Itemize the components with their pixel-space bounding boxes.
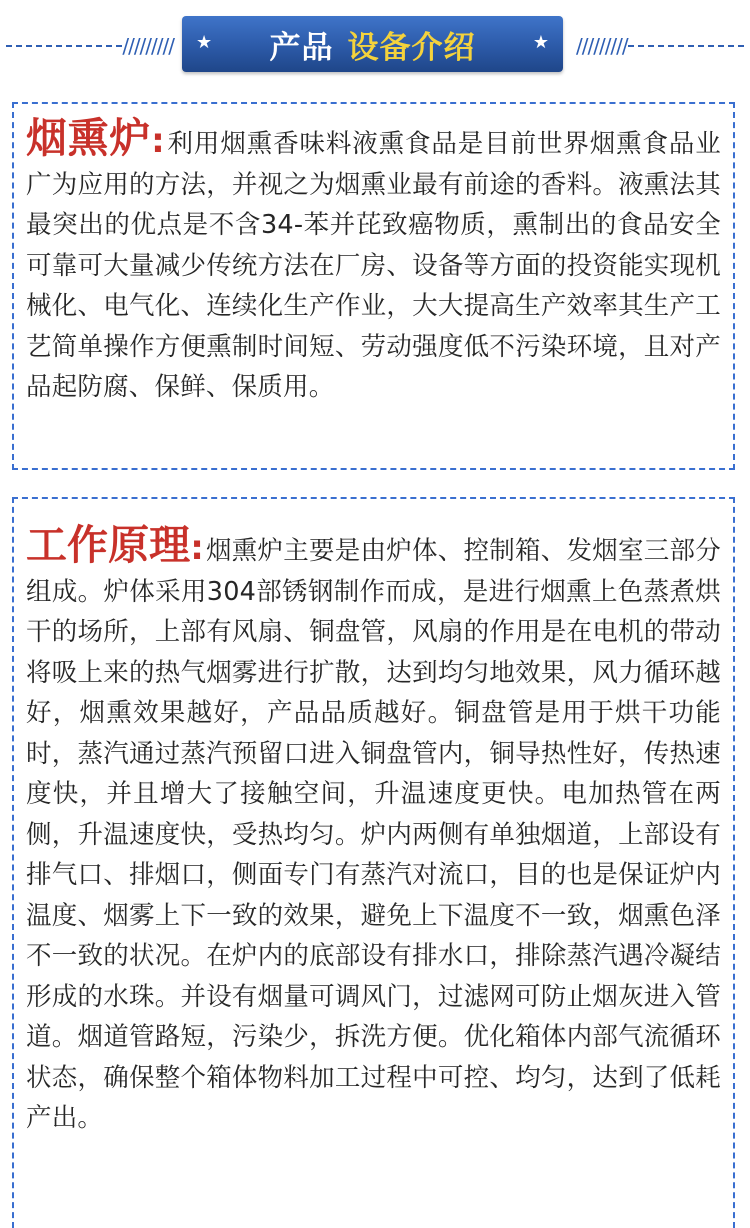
- section-heading: 工作原理: [26, 521, 191, 569]
- slashes-decoration: /////////: [122, 34, 174, 58]
- title-part-yellow: 设备介绍: [347, 29, 476, 66]
- principle-box: [12, 497, 735, 1228]
- header-decoration-left: [6, 34, 174, 58]
- section-header: [0, 0, 750, 90]
- section-body: 烟熏炉主要是由炉体、控制箱、发烟室三部分组成。炉体采用304部锈钢制作而成，是进行烟熏上色蒸煮烘干的场所，上部有风扇、铜盘管，风扇的作用是在电机的带动将吸上来的热气烟雾进行扩散，达到均匀地效果，风力循环越好，烟熏效果越好，产品品质越好。铜盘管是用于烘干功能时，蒸汽通过蒸汽预留口进入铜盘管内，铜导热性好，传热速度快，并且增大了接触空间，升温速度更快。电加热管在两侧，升温速度快，受热均匀。炉内两侧有单独烟道，上部设有排气口、排烟口，侧面专门有蒸汽对流口，目的也是保证炉内温度、烟雾上下一致的效果，避免上下温度不一致，烟熏色泽不一致的状况。在炉内的底部设有排水口，排除蒸汽遇冷凝结形成的水珠。并设有烟量可调风门，过滤网可防止烟灰进入管道。烟道管路短，污染少，拆洗方便。优化箱体内部气流循环状态，确保整个箱体物料加工过程中可控、均匀，达到了低耗产出。: [26, 536, 721, 1133]
- dashed-line-icon: [6, 45, 122, 47]
- principle-paragraph: [26, 521, 721, 1139]
- title-part-white: 产品: [269, 29, 334, 66]
- heading-colon: :: [190, 528, 204, 568]
- intro-box: [12, 102, 735, 470]
- section-heading: 烟熏炉: [26, 114, 152, 162]
- dashed-line-icon: [628, 45, 744, 47]
- title-banner: [182, 16, 563, 72]
- slashes-decoration: /////////: [576, 34, 628, 58]
- section-body: 利用烟熏香味料液熏食品是目前世界烟熏食品业广为应用的方法，并视之为烟熏业最有前途的香料。液熏法其最突出的优点是不含34-苯并芘致癌物质，熏制出的食品安全可靠可大量减少传统方法在厂房、设备等方面的投资能实现机械化、电气化、连续化生产作业，大大提高生产效率其生产工艺简单操作方便熏制时间短、劳动强度低不污染环境，且对产品起防腐、保鲜、保质用。: [26, 129, 721, 402]
- star-icon: ★: [196, 32, 213, 53]
- heading-colon: :: [151, 121, 165, 161]
- star-icon: ★: [532, 32, 549, 53]
- header-decoration-right: [576, 34, 744, 58]
- page-title: [270, 22, 476, 67]
- intro-paragraph: [26, 114, 721, 408]
